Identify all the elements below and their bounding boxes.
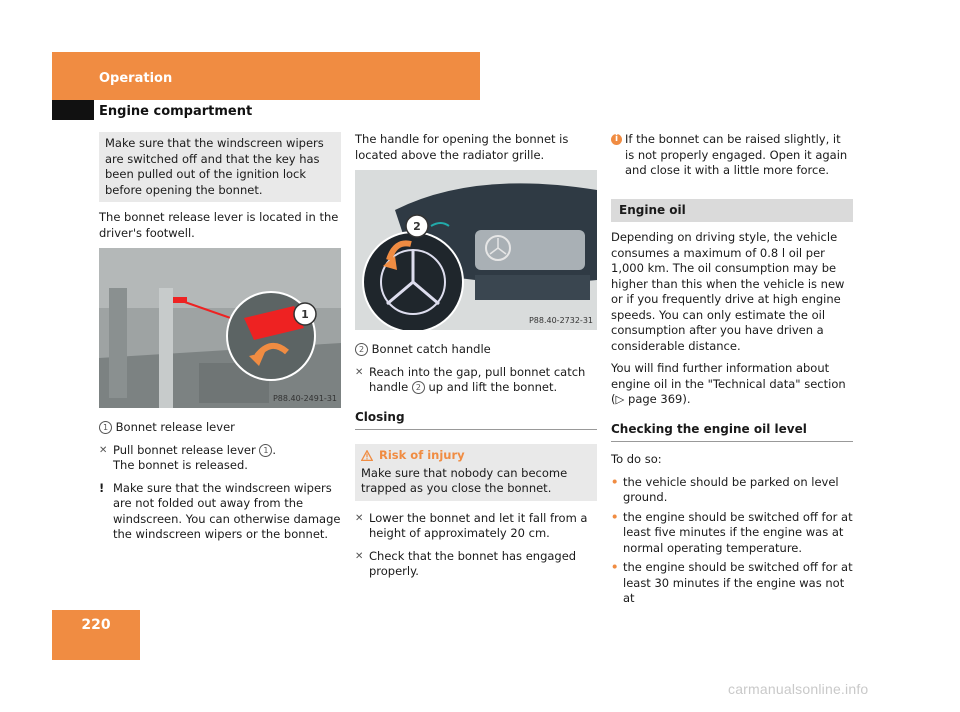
column-3 <box>611 132 853 611</box>
step-pull-lever <box>99 443 341 474</box>
caption-1-label: Bonnet release lever <box>115 420 235 434</box>
engine-oil-heading: Engine oil <box>611 199 853 223</box>
header-marker <box>52 100 94 120</box>
figure-footwell <box>99 248 341 408</box>
list-item <box>611 560 853 607</box>
callout-2-icon: 2 <box>355 343 368 356</box>
safety-note: Make sure that the windscreen wipers are switched off and that the key has been pulled out of the ignition lock before opening the bonnet. <box>99 132 341 202</box>
step-arrow-icon: ✕ <box>355 550 364 562</box>
oil-paragraph-2: You will find further information about engine oil in the "Technical data" section (▷ page 369). <box>611 361 846 406</box>
step-arrow-icon: ✕ <box>355 512 364 524</box>
figure-callout-1: 1 <box>301 308 309 321</box>
step-text: Reach into the gap, pull bonnet catch handle <box>369 364 586 394</box>
damage-warning <box>99 481 341 543</box>
step-arrow-icon: ✕ <box>99 444 108 456</box>
column-2 <box>355 132 597 587</box>
bullet-icon: • <box>611 560 619 574</box>
section-title: Operation <box>99 71 173 86</box>
caption-1 <box>99 420 341 436</box>
bonnet-illustration <box>355 170 597 330</box>
list-item-text: the vehicle should be parked on level ground. <box>623 474 839 504</box>
figure-code: P88.40-2491-31 <box>272 393 337 403</box>
step-result: The bonnet is released. <box>113 458 248 472</box>
list-item <box>611 510 853 557</box>
exclamation-icon: ! <box>99 480 105 495</box>
list-item <box>611 475 853 506</box>
callout-2-icon: 2 <box>412 381 425 394</box>
callout-1-icon: 1 <box>99 421 112 434</box>
warning-triangle-icon <box>361 450 373 461</box>
bullet-icon: • <box>611 509 619 524</box>
page-ref-arrow-icon: ▷ <box>615 392 625 406</box>
page-number: 220 <box>81 617 111 633</box>
figure-callout-2: 2 <box>413 220 421 233</box>
watermark: carmanualsonline.info <box>728 681 869 697</box>
oil-paragraph-1: Depending on driving style, the vehicle consumes a maximum of 0.8 l oil per 1,000 km. The oil consumption may be higher than this when the vehicle is new or if you frequently drive at high engine speeds. You can only estimate the oil consumption after you have driven a considerable distance. <box>611 230 845 353</box>
info-note <box>611 132 853 179</box>
caption-2 <box>355 342 597 358</box>
caption-2-label: Bonnet catch handle <box>371 342 491 356</box>
bullet-icon: • <box>611 474 619 489</box>
step-text: Check that the bonnet has engaged properly. <box>369 548 577 578</box>
risk-box <box>355 444 597 501</box>
page-reference[interactable]: page 369). <box>628 392 691 406</box>
risk-text: Make sure that nobody can become trapped as you close the bonnet. <box>361 465 568 495</box>
callout-1-icon: 1 <box>259 444 272 457</box>
footwell-illustration <box>99 248 341 408</box>
oil-paragraph-2-text: You will find further information about engine oil in the "Technical data" section <box>611 361 846 391</box>
paragraph-lever-location: The bonnet release lever is located in the driver's footwell. <box>99 210 339 240</box>
info-text: If the bonnet can be raised slightly, it is not properly engaged. Open it again and close it with a little more force. <box>625 132 848 177</box>
risk-title-text: Risk of injury <box>379 448 465 462</box>
step-pull-catch <box>355 365 597 396</box>
damage-warning-text: Make sure that the windscreen wipers are not folded out away from the windscreen. You can otherwise damage the windscreen wipers or the bonnet. <box>113 480 341 541</box>
step-text-end: . <box>272 442 277 457</box>
step-lower-bonnet <box>355 511 597 542</box>
figure-code: P88.40-2732-31 <box>528 315 593 325</box>
todo-text: To do so: <box>611 452 662 466</box>
checking-oil-heading: Checking the engine oil level <box>611 422 853 443</box>
figure-bonnet <box>355 170 597 330</box>
page-title: Engine compartment <box>99 104 253 119</box>
column-1 <box>99 132 341 550</box>
risk-title <box>361 448 591 464</box>
step-text: Pull bonnet release lever <box>113 442 260 457</box>
list-item-text: the engine should be switched off for at least 30 minutes if the engine was not at <box>623 560 853 605</box>
list-item-text: the engine should be switched off for at least five minutes if the engine was at normal operating temperature. <box>623 509 853 555</box>
step-text-end: up and lift the bonnet. <box>424 380 558 394</box>
paragraph-handle-location: The handle for opening the bonnet is located above the radiator grille. <box>355 132 569 162</box>
step-check-bonnet <box>355 549 597 580</box>
step-arrow-icon: ✕ <box>355 366 364 378</box>
step-text: Lower the bonnet and let it fall from a height of approximately 20 cm. <box>369 510 588 540</box>
closing-heading: Closing <box>355 410 597 431</box>
info-icon: i <box>611 134 622 145</box>
